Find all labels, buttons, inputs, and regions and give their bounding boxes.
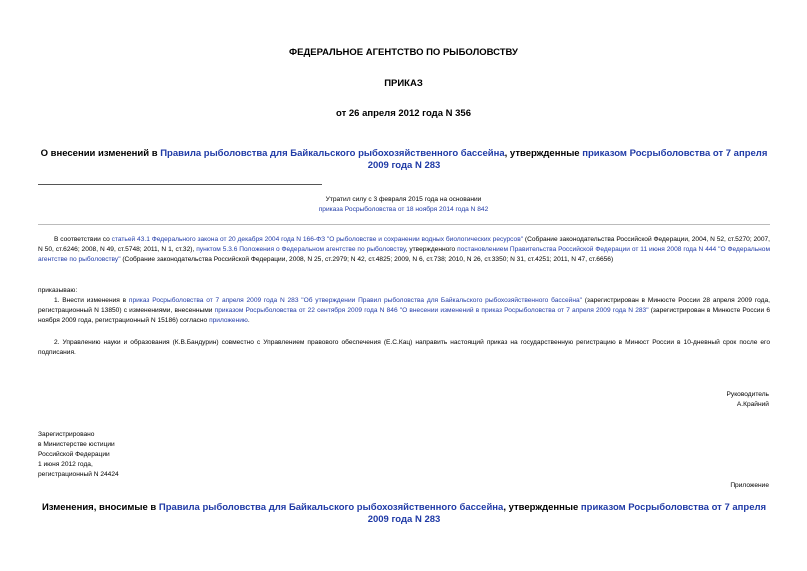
registration-line: Зарегистрировано [38, 431, 95, 438]
link-regulation-item[interactable]: пунктом 5.3.6 Положения о Федеральном агентстве по рыболовству [196, 246, 406, 253]
link-government-decree[interactable]: постановлением Правительства Российской Федерации от 11 июня 2008 года N 444 "О Федеральном агентстве по рыболовству" [38, 246, 770, 263]
link-law-166fz[interactable]: статьей 43.1 Федерального закона от 20 декабря 2004 года N 166-ФЗ "О рыболовстве и сохранении водных биологических ресурсов" [111, 236, 524, 243]
item-text: (зарегистрирован в Минюсте России 28 апреля 2009 года, регистрационный N 13850) с изменениями, внесенными [38, 297, 770, 314]
status-note [0, 195, 807, 215]
divider [38, 184, 322, 185]
preamble-text: , утвержденного [405, 246, 458, 253]
status-link[interactable]: приказа Росрыболовства от 18 ноября 2014 года N 842 [318, 206, 489, 213]
item-text: (зарегистрирован в Минюсте России 6 ноября 2009 года, регистрационный N 15186) согласно [38, 307, 770, 324]
link-order-283[interactable]: приказ Росрыболовства от 7 апреля 2009 года N 283 "Об утверждении Правил рыболовства для Байкальского рыбохозяйственного бассейна" [128, 297, 582, 304]
appendix-label: Приложение [730, 482, 769, 489]
doc-type: ПРИКАЗ [384, 78, 423, 89]
preamble-paragraph [38, 235, 770, 265]
appendix-link-order-283[interactable]: приказом Росрыболовства от 7 апреля 2009 года N 283 [367, 502, 767, 525]
preamble-text: В соответствии со [54, 236, 112, 243]
appendix-title [38, 502, 770, 526]
title-text-2: , утвержденные [504, 148, 583, 159]
appendix-link-rules[interactable]: Правила рыболовства для Байкальского рыбохозяйственного бассейна [158, 502, 504, 513]
doc-date-number: от 26 апреля 2012 года N 356 [336, 108, 471, 119]
signature-name: А.Крайний [736, 401, 769, 408]
title-link-rules[interactable]: Правила рыболовства для Байкальского рыбохозяйственного бассейна [160, 148, 505, 159]
title-text-1: О внесении изменений в [40, 148, 161, 159]
signature-block [727, 390, 769, 410]
link-appendix[interactable]: приложению [209, 317, 248, 324]
item-1-paragraph [38, 296, 770, 326]
divider [38, 224, 770, 225]
registration-block [38, 430, 119, 480]
registration-line: регистрационный N 24424 [38, 471, 119, 478]
status-line: Утратил силу с 3 февраля 2015 года на основании [325, 196, 482, 203]
doc-title [38, 148, 770, 172]
registration-line: Российской Федерации [38, 451, 110, 458]
preamble-text: (Собрание законодательства Российской Федерации, 2004, N 52, ст.5270; 2007, N 50, ст.6246; 2008, N 49, ст.5748; 2011, N 1, ст.32), [38, 236, 771, 253]
item-text: 1. Внести изменения в [54, 297, 129, 304]
registration-line: в Министерстве юстиции [38, 441, 115, 448]
item-text: . [247, 317, 250, 324]
item-2-paragraph: 2. Управлению науки и образования (К.В.Бандурин) совместно с Управлением правового обеспечения (Е.С.Кац) направить настоящий приказ на государственную регистрацию в Минюст России в 10-дневный срок после его подписания. [38, 339, 770, 356]
signature-role: Руководитель [726, 391, 769, 398]
agency-name: ФЕДЕРАЛЬНОЕ АГЕНТСТВО ПО РЫБОЛОВСТВУ [289, 47, 518, 58]
appendix-title-text: Изменения, вносимые в [41, 502, 159, 513]
registration-line: 1 июня 2012 года, [38, 461, 93, 468]
appendix-title-text: , утвержденные [503, 502, 581, 513]
orders-word: приказываю: [38, 287, 78, 294]
link-order-846[interactable]: приказом Росрыболовства от 22 сентября 2009 года N 846 "О внесении изменений в приказ Росрыболовства от 7 апреля 2009 года N 283" [214, 307, 649, 314]
preamble-text: (Собрание законодательства Российской Федерации, 2008, N 25, ст.2979; N 42, ст.4825; 2009, N 6, ст.738; 2010, N 26, ст.3350; N 31, ст.4251; 2011, N 47, ст.6656) [120, 256, 614, 263]
title-link-order-283[interactable]: приказом Росрыболовства от 7 апреля 2009 года N 283 [367, 148, 768, 171]
